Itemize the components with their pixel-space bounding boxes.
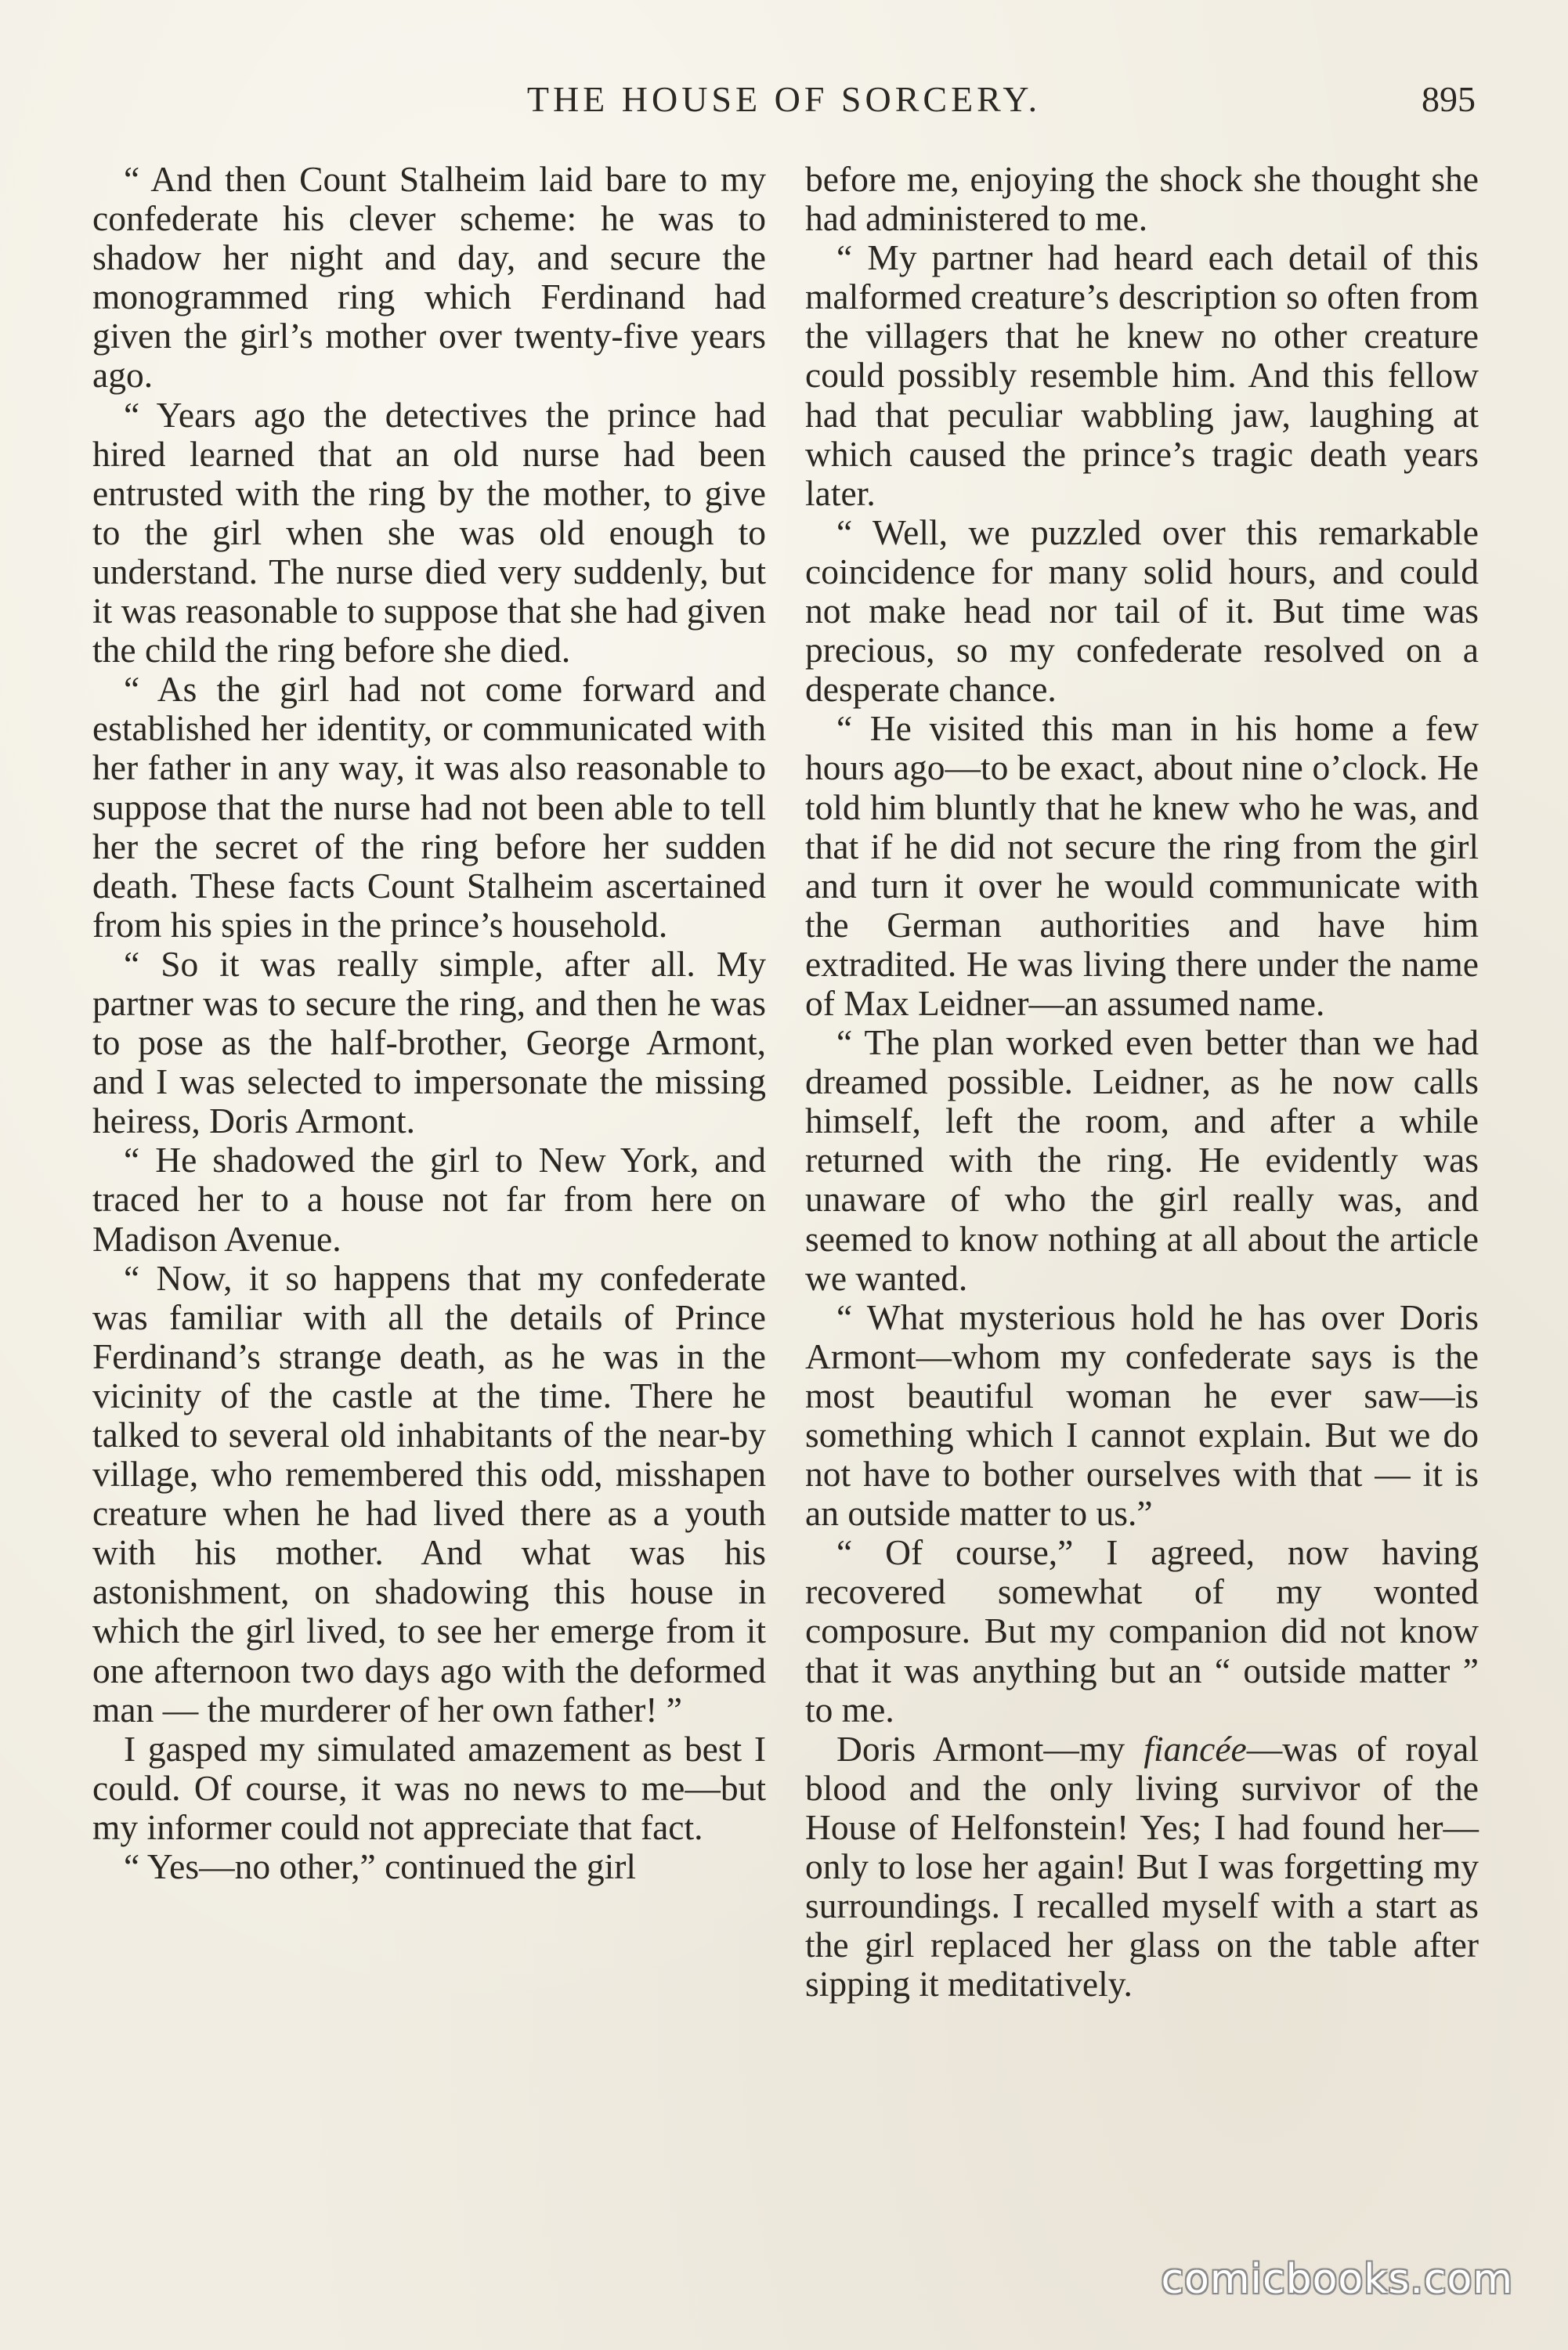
paragraph: “ Of course,” I agreed, now having recovered somewhat of my wonted composure. But my companion did not know that it was anything but an “ outside matter ” to me. bbox=[805, 1532, 1479, 1730]
paragraph: “ As the girl had not come forward and established her identity, or communicated with her father in any way, it was also reasonable to suppose that the nurse had not been able to tell her the secret of the ring before her sudden death. These facts Count Stalheim ascertained from his spies in the prince’s household. bbox=[92, 669, 766, 945]
paragraph: “ He visited this man in his home a few hours ago—to be exact, about nine o’clock. He told him bluntly that he knew who he was, and that if he did not secure the ring from the girl and turn it over he would communicate with the German authorities and have him extradited. He was living there under the name of Max Leidner—an assumed name. bbox=[805, 708, 1479, 1023]
paragraph: “ So it was really simple, after all. My partner was to secure the ring, and then he was to pose as the half-brother, George Armont, and I was selected to impersonate the missing heiress, Doris Armont. bbox=[92, 943, 766, 1141]
paragraph: “ Now, it so happens that my confederate was familiar with all the details of Prince Ferdinand’s strange death, as he was in the vicinity of the castle at the time. There he talked to several old inhabitants of the near-by village, who remembered this odd, misshapen creature when he had lived there as a youth with his mother. And what was his astonishment, on shadowing this house in which the girl lived, to see her emerge from it one afternoon two days ago with the deformed man — the murderer of her own father! ” bbox=[92, 1257, 766, 1730]
paragraph: “ What mysterious hold he has over Doris Armont—whom my confederate says is the most beautiful woman he ever saw—is something which I cannot explain. But we do not have to bother ourselves with that — it is an outside matter to us.” bbox=[805, 1296, 1479, 1534]
right-column bbox=[805, 160, 1479, 2004]
page-title: THE HOUSE OF SORCERY. bbox=[526, 79, 1042, 119]
paragraph-continuation: before me, enjoying the shock she thought she had administered to me. bbox=[805, 159, 1479, 239]
watermark-logo: comicbooks.com bbox=[1161, 2256, 1513, 2303]
paragraph: “ The plan worked even better than we had dreamed possible. Leidner, as he now calls himself, left the room, and after a while returned with the ring. He evidently was unaware of who the girl really was, and seemed to know nothing at all about the article we wanted. bbox=[805, 1022, 1479, 1298]
final-paragraph-end: —was of royal blood and the only living survivor of the House of Helfonstein! Yes; I had found her—only to lose her again! But I was forgetting my surroundings. I recalled myself with a start as the girl replaced her glass on the table after sipping it meditatively. bbox=[805, 1728, 1479, 2005]
left-column bbox=[92, 160, 766, 1886]
paragraph: “ My partner had heard each detail of this malformed creature’s description so often from the villagers that he knew no other creature could possibly resemble him. And this fellow had that peculiar wabbling jaw, laughing at which caused the prince’s tragic death years later. bbox=[805, 237, 1479, 513]
paragraph: “ And then Count Stalheim laid bare to my confederate his clever scheme: he was to shadow her night and day, and secure the monogrammed ring which Ferdinand had given the girl’s mother over twenty-five years ago. bbox=[92, 159, 766, 396]
page-number: 895 bbox=[1422, 79, 1476, 119]
final-paragraph bbox=[805, 1730, 1479, 2005]
paragraph: “ Years ago the detectives the prince had hired learned that an old nurse had been entrusted with the ring by the mother, to give to the girl when she was old enough to understand. The nurse died very suddenly, but it was reasonable to suppose that she had given the child the ring before she died. bbox=[92, 394, 766, 671]
paragraph: “ He shadowed the girl to New York, and traced her to a house not far from here on Madison Avenue. bbox=[92, 1140, 766, 1259]
final-paragraph-start: Doris Armont—my bbox=[836, 1728, 1144, 1769]
paragraph: “ Well, we puzzled over this remarkable coincidence for many solid hours, and could not make head nor tail of it. But time was precious, so my confederate resolved on a desperate chance. bbox=[805, 512, 1479, 710]
paragraph: “ Yes—no other,” continued the girl bbox=[124, 1846, 637, 1887]
running-head bbox=[0, 78, 1568, 125]
paragraph: I gasped my simulated amazement as best I could. Of course, it was no news to me—but my informer could not appreciate that fact. bbox=[92, 1728, 766, 1847]
italic-word: fiancée bbox=[1143, 1728, 1247, 1769]
